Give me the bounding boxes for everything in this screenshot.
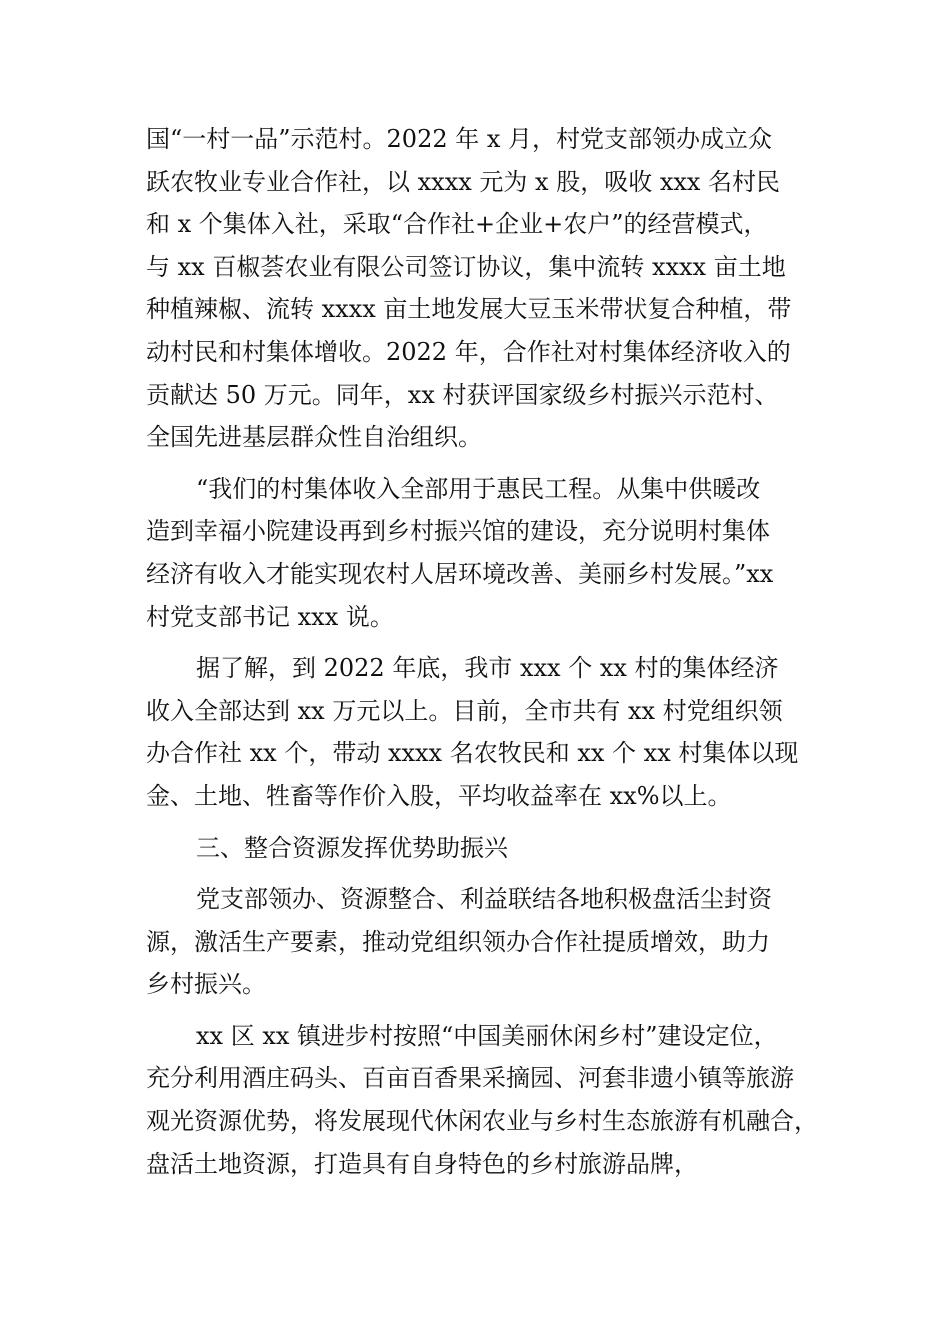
text-line: 经济有收入才能实现农村人居环境改善、美丽乡村发展。”xx	[146, 559, 774, 588]
paragraph-5	[146, 878, 836, 1006]
text-line: 据了解，到 2022 年底，我市 xxx 个 xx 村的集体经济	[196, 654, 779, 683]
text-line: 乡村振兴。	[146, 970, 266, 999]
text-line: 村党支部书记 xxx 说。	[146, 602, 394, 631]
paragraph-1	[146, 118, 836, 459]
text-line: 全国先进基层群众性自治组织。	[146, 423, 482, 452]
text-line: xx 区 xx 镇进步村按照“中国美丽休闲乡村”建设定位，	[196, 1021, 778, 1050]
text-line: “我们的村集体收入全部用于惠民工程。从集中供暖改	[196, 474, 761, 503]
section-heading-text: 三、整合资源发挥优势助振兴	[196, 833, 508, 862]
document-body	[146, 118, 836, 1194]
text-line: 动村民和村集体增收。2022 年，合作社对村集体经济收入的	[146, 337, 791, 366]
text-line: 与 xx 百椒荟农业有限公司签订协议，集中流转 xxxx 亩土地	[146, 252, 786, 281]
section-heading	[146, 827, 836, 870]
text-line: 源，激活生产要素，推动党组织领办合作社提质增效，助力	[146, 927, 770, 956]
text-line: 党支部领办、资源整合、利益联结各地积极盘活尘封资	[196, 885, 772, 914]
text-line: 办合作社 xx 个，带动 xxxx 名农牧民和 xx 个 xx 村集体以现	[146, 739, 799, 768]
paragraph-3	[146, 647, 836, 817]
text-line: 种植辣椒、流转 xxxx 亩土地发展大豆玉米带状复合种植，带	[146, 295, 792, 324]
paragraph-2	[146, 468, 836, 638]
text-line: 收入全部达到 xx 万元以上。目前，全市共有 xx 村党组织领	[146, 696, 783, 725]
text-line: 贡献达 50 万元。同年，xx 村获评国家级乡村振兴示范村、	[146, 380, 779, 409]
paragraph-6	[146, 1015, 836, 1185]
text-line: 盘活土地资源，打造具有自身特色的乡村旅游品牌，	[146, 1149, 698, 1178]
text-line: 和 x 个集体入社，采取“合作社+企业+农户”的经营模式，	[146, 210, 768, 239]
text-line: 跃农牧业专业合作社，以 xxxx 元为 x 股，吸收 xxx 名村民	[146, 167, 781, 196]
text-line: 国“一村一品”示范村。2022 年 x 月，村党支部领办成立众	[146, 125, 773, 153]
text-line: 充分利用酒庄码头、百亩百香果采摘园、河套非遗小镇等旅游	[146, 1064, 794, 1093]
text-line: 观光资源优势，将发展现代休闲农业与乡村生态旅游有机融合，	[146, 1107, 818, 1136]
text-line: 金、土地、牲畜等作价入股，平均收益率在 xx%以上。	[146, 781, 732, 810]
text-line: 造到幸福小院建设再到乡村振兴馆的建设，充分说明村集体	[146, 517, 770, 546]
